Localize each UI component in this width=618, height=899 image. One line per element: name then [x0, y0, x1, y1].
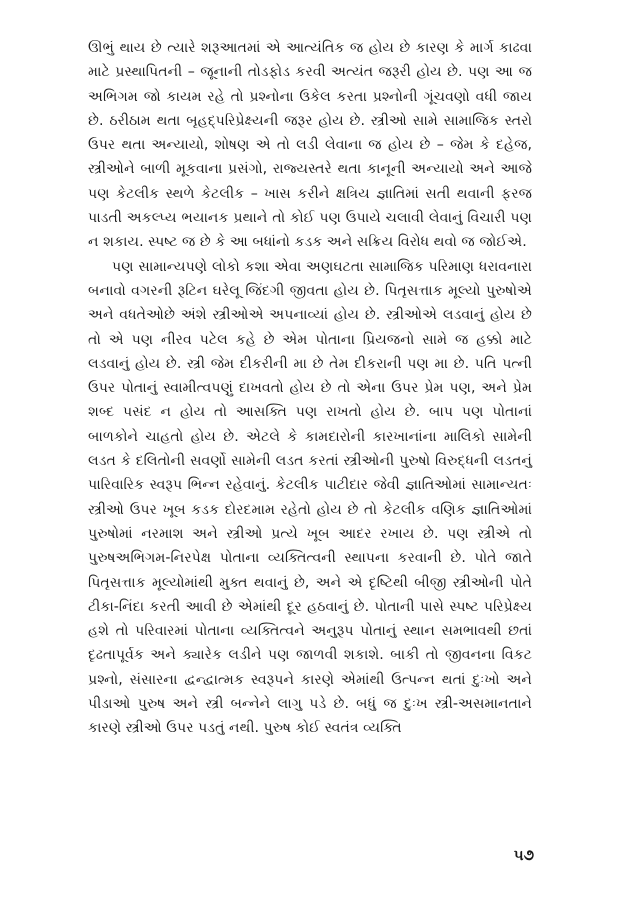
page-number: ૫૭ [513, 846, 534, 864]
body-text [88, 36, 532, 741]
paragraph-2: પણ સામાન્યપણે લોકો કશા એવા અણઘટતા સામાજિક પરિમાણ ધરાવનારા બનાવો વગરની રૂટિન ઘરેલૂ જિંદગી જીવતા હોય છે. પિતૃસત્તાક મૂલ્યો પુરુષોએ અને વધતેઓછે અંશે સ્ત્રીઓએ અપનાવ્યાં હોય છે. સ્ત્રીઓએ લડવાનું હોય છે તો એ પણ નીરવ પટેલ કહે છે એમ પોતાના પ્રિયજનો સામે જ હક્કો માટે લડવાનું હોય છે. સ્ત્રી જેમ દીકરીની મા છે તેમ દીકરાની પણ મા છે. પતિ પત્ની ઉપર પોતાનું સ્વામીત્વપણું દાખવતો હોય છે તો એના ઉપર પ્રેમ પણ, અને પ્રેમ શબ્દ પસંદ ન હોય તો આસક્તિ પણ રાખતો હોય છે. બાપ પણ પોતાનાં બાળકોને ચાહતો હોય છે. એટલે કે કામદારોની કારખાનાંના માલિકો સામેની લડત કે દલિતોની સવર્ણો સામેની લડત કરતાં સ્ત્રીઓની પુરુષો વિરુદ્ધની લડતનું પારિવારિક સ્વરૂપ ભિન્ન રહેવાનું. કેટલીક પાટીદાર જેવી જ્ઞાતિઓમાં સામાન્યતઃ સ્ત્રીઓ ઉપર ખૂબ કડક દોરદમામ રહેતો હોય છે તો કેટલીક વણિક જ્ઞાતિઓમાં પુરુષોમાં નરમાશ અને સ્ત્રીઓ પ્રત્યે ખૂબ આદર રખાય છે. પણ સ્ત્રીએ તો પુરુષઅભિગમ-નિરપેક્ષ પોતાના વ્યક્તિત્વની સ્થાપના કરવાની છે. પોતે જાતે પિતૃસત્તાક મૂલ્યોમાંથી મુક્ત થવાનું છે, અને એ દૃષ્ટિથી બીજી સ્ત્રીઓની પોતે ટીકા-નિંદા કરતી આવી છે એમાંથી દૂર હઠવાનું છે. પોતાની પાસે સ્પષ્ટ પરિપ્રેક્ષ્ય હશે તો પરિવારમાં પોતાના વ્યક્તિત્વને અનુરૂપ પોતાનું સ્થાન સમભાવથી છતાં દૃઢતાપૂર્વક અને ક્યારેક લડીને પણ જાળવી શકાશે. બાકી તો જીવનના વિકટ પ્રશ્નો, સંસારના દ્વન્દ્વાત્મક સ્વરૂપને કારણે એમાંથી ઉત્પન્ન થતાં દુઃખો અને પીડાઓ પુરુષ અને સ્ત્રી બન્નેને લાગુ પડે છે. બધું જ દુઃખ સ્ત્રી-અસમાનતાને કારણે સ્ત્રીઓ ઉપર પડતું નથી. પુરુષ કોઈ સ્વતંત્ર વ્યક્તિ [88, 258, 532, 737]
paragraph-1: ઊભું થાય છે ત્યારે શરૂઆતમાં એ આત્યંતિક જ હોય છે કારણ કે માર્ગ કાઢવા માટે પ્રસ્થાપિતની – જૂનાની તોડફોડ કરવી અત્યંત જરૂરી હોય છે. પણ આ જ અભિગમ જો કાયમ રહે તો પ્રશ્નોના ઉકેલ કરતા પ્રશ્નોની ગૂંચવણો વધી જાય છે. ઠરીઠામ થતા બૃહદ્‌પરિપ્રેક્ષ્યની જરૂર હોય છે. સ્ત્રીઓ સામે સામાજિક સ્તરો ઉપર થતા અન્યાયો, શોષણ એ તો લડી લેવાના જ હોય છે – જેમ કે દહેજ, સ્ત્રીઓને બાળી મૂકવાના પ્રસંગો, રાજ્યસ્તરે થતા કાનૂની અન્યાયો અને આજે પણ કેટલીક સ્થળે કેટલીક – ખાસ કરીને ક્ષત્રિય જ્ઞાતિમાં સતી થવાની ફરજ પાડતી અકલ્પ્ય ભયાનક પ્રથાને તો કોઈ પણ ઉપાયે ચલાવી લેવાનું વિચારી પણ ન શકાય. સ્પષ્ટ જ છે કે આ બધાંનો કડક અને સક્રિય વિરોધ થવો જ જોઈએ. [88, 40, 532, 251]
